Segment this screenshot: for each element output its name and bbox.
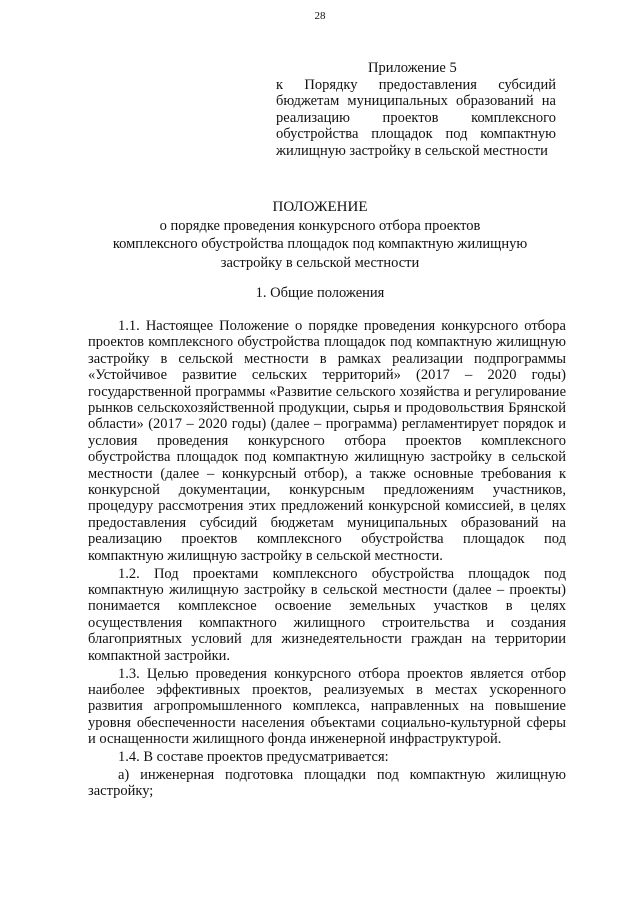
document-title: ПОЛОЖЕНИЕ	[272, 199, 368, 215]
paragraph-item-a: а) инженерная подготовка площадки под компактную жилищную застройку;	[88, 766, 566, 800]
paragraph-1-4: 1.4. В составе проектов предусматривается:	[118, 749, 389, 766]
document-subtitle-line-2: комплексного обустройства площадок под компактную жилищную	[112, 236, 528, 252]
body-text	[88, 318, 566, 801]
paragraph-1-1: 1.1. Настоящее Положение о порядке проведения конкурсного отбора проектов комплексного обустройства площадок под компактную жилищную застройку в сельской местности в рамках реализации подпрограммы «Устойчивое развитие сельских территорий» (2017 – 2020 годы) государственной программы «Развитие сельского хозяйства и регулирование рынков сельскохозяйственной продукции, сырья и продовольствия Брянской области» (2017 – 2020 годы) (далее – программа) регламентирует порядок и условия проведения конкурсного отбора проектов комплексного обустройства площадок под компактную жилищную застройку в сельской местности (далее – конкурсный отбор), а также основные требования к конкурсной документации, конкурсным предложениям участников, процедуру рассмотрения этих предложений конкурсной комиссией, в целях предоставления субсидий бюджетам муниципальных образований на реализацию проектов комплексного обустройства площадок под компактную жилищную застройку в сельской местности.	[88, 318, 566, 564]
appendix-body: к Порядку предоставления субсидий бюджетам муниципальных образований на реализацию проектов комплексного обустройства площадок под компактную жилищную застройку в сельской местности	[276, 76, 556, 159]
section-title: 1. Общие положения	[255, 285, 385, 301]
paragraph-1-3: 1.3. Целью проведения конкурсного отбора проектов является отбор наиболее эффективных проектов, реализуемых в местах ускоренного развития агропромышленного комплекса, направленных на повышение уровня обеспеченности населения объектами социально-культурной сферы и оснащенности жилищного фонда инженерной инфраструктурой.	[88, 665, 566, 748]
document-subtitle-line-3: застройку в сельской местности	[220, 254, 420, 271]
appendix-block	[276, 60, 556, 159]
appendix-title: Приложение 5	[368, 60, 457, 76]
document-subtitle-line-1: о порядке проведения конкурсного отбора проектов	[159, 217, 481, 234]
document-heading	[60, 198, 580, 272]
page-number: 28	[314, 10, 326, 22]
paragraph-1-2: 1.2. Под проектами комплексного обустройства площадок под компактную жилищную застройку в сельской местности (далее – проекты) понимается комплексное освоение земельных участков в целях осуществления компактного жилищного строительства и создания благоприятных условий для жизнедеятельности граждан на территории компактной застройки.	[88, 565, 566, 664]
